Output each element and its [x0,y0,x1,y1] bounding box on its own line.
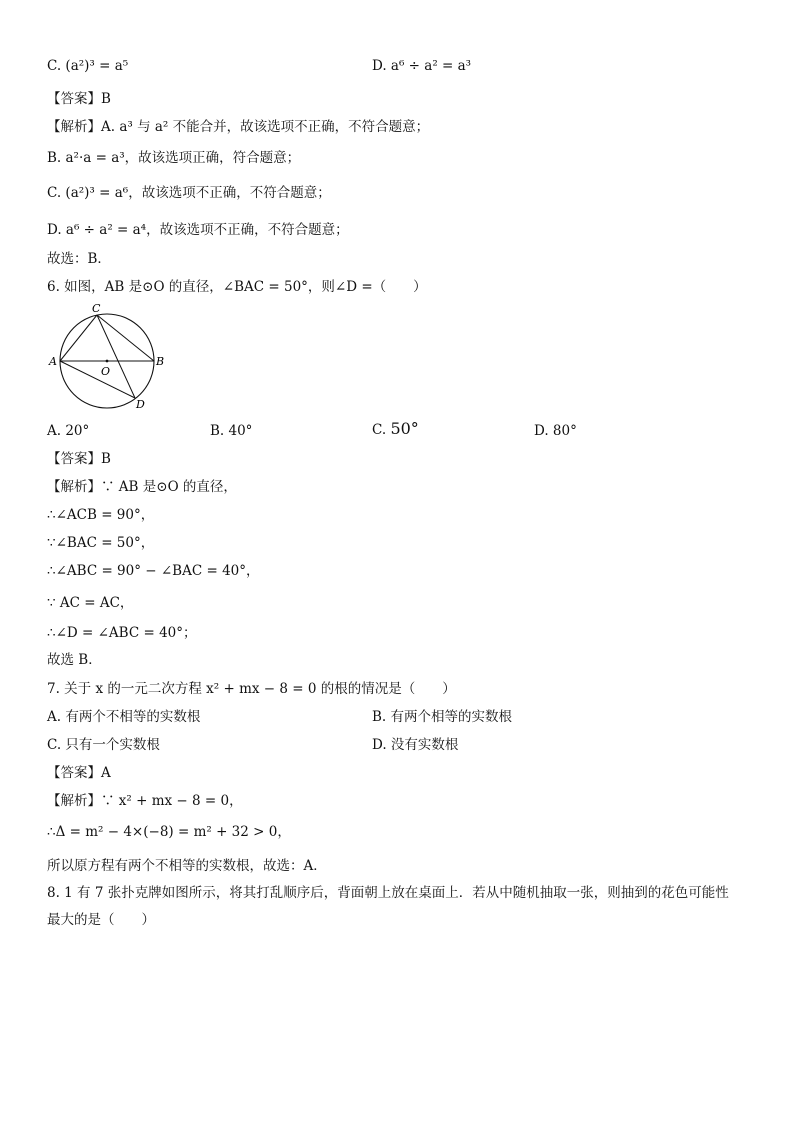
q5-analysis-d: D. a⁶ ÷ a² = a⁴，故该选项不正确，不符合题意； [47,222,349,238]
q7-step-3: 所以原方程有两个不相等的实数根，故选：A． [47,858,327,874]
q7-option-b: B. 有两个相等的实数根 [372,709,513,725]
q6-step-1: 【解析】∵ AB 是⊙O 的直径， [47,479,237,495]
label-d: D [136,398,145,411]
q6-option-d: D. 80° [534,423,577,439]
q6-option-a: A. 20° [47,423,90,439]
q5-analysis-b: B. a²·a = a³，故该选项正确，符合题意； [47,150,301,166]
q5-choose: 故选：B． [47,251,111,267]
q7-stem: 7. 关于 x 的一元二次方程 x² + mx − 8 = 0 的根的情况是（ ） [47,681,456,697]
q5-option-d: D. a⁶ ÷ a² = a³ [372,58,472,74]
q6-option-c-value: 50° [390,419,419,438]
label-c: C [92,302,101,315]
q7-step-1: 【解析】∵ x² + mx − 8 = 0， [47,793,243,809]
q6-step-6: ∴∠D = ∠ABC = 40°； [47,625,197,641]
q8-stem-line-1: 8. 1 有 7 张扑克牌如图所示，将其打乱顺序后，背面朝上放在桌面上．若从中随机抽取一张，则抽到的花色可能性 [47,885,729,901]
label-b: B [156,355,165,368]
q7-step-2: ∴Δ = m² − 4×(−8) = m² + 32 > 0， [47,824,291,840]
q6-option-c: C. 50° [372,419,419,438]
label-a: A [49,355,57,368]
q6-stem: 6. 如图，AB 是⊙O 的直径，∠BAC = 50°，则∠D =（ ） [47,279,427,295]
q7-answer: 【答案】A [47,765,111,781]
chord-cd [97,315,135,398]
q5-answer: 【答案】B [47,91,111,107]
q6-answer: 【答案】B [47,451,111,467]
chord-ad [60,361,135,398]
q5-analysis-a: 【解析】A. a³ 与 a² 不能合并，故该选项不正确，不符合题意； [47,119,430,135]
q6-option-b: B. 40° [210,423,253,439]
q6-step-5: ∵ AC = AC， [47,595,134,611]
chord-cb [97,315,154,361]
q5-analysis-c: C. (a²)³ = a⁶，故该选项不正确，不符合题意； [47,185,331,201]
q7-option-a: A. 有两个不相等的实数根 [47,709,201,725]
q8-stem-line-2: 最大的是（ ） [47,912,155,928]
q5-option-c: C. (a²)³ = a⁵ [47,58,129,74]
q6-choose: 故选 B． [47,652,102,668]
q6-step-2: ∴∠ACB = 90°， [47,507,155,523]
center-point [106,360,109,363]
q6-circle-figure [45,302,170,414]
q7-option-c: C. 只有一个实数根 [47,737,160,753]
q6-step-4: ∴∠ABC = 90° − ∠BAC = 40°， [47,563,260,579]
q6-step-3: ∵∠BAC = 50°， [47,535,155,551]
q7-option-d: D. 没有实数根 [372,737,459,753]
label-o: O [101,365,111,378]
